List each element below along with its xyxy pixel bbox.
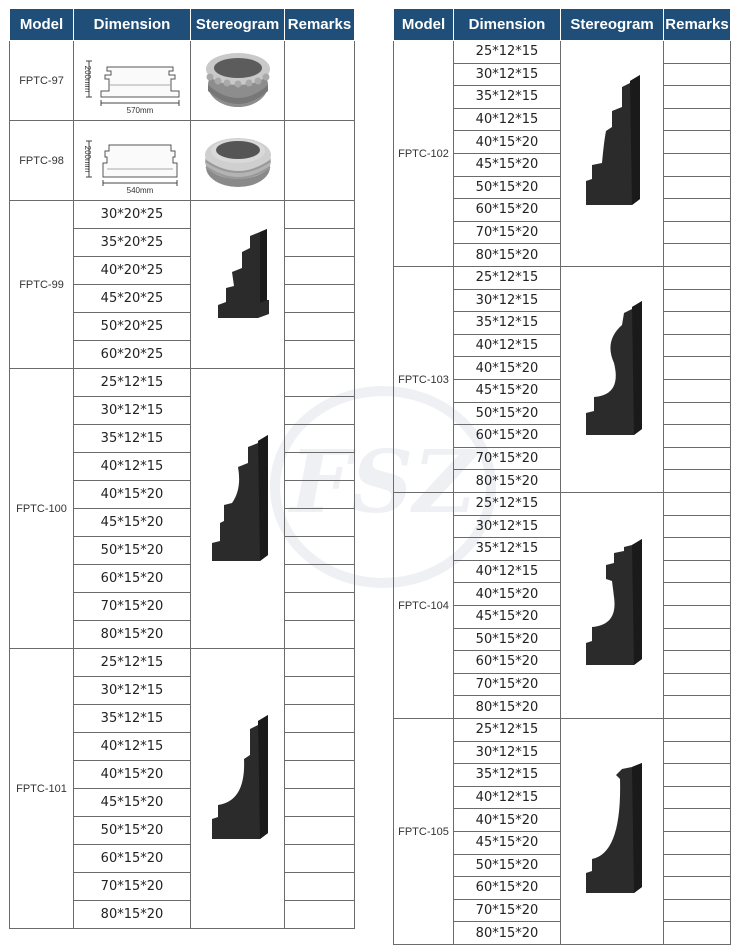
dimension-cell: 80*15*20 [74,621,191,649]
svg-text:200mm: 200mm [82,145,92,173]
remarks-cell [285,565,355,593]
remarks-cell [285,453,355,481]
dimension-cell: 35*12*15 [454,538,561,561]
dimension-cell: 45*15*20 [454,379,561,402]
dimension-cell: 40*15*20 [454,131,561,154]
dimension-cell: 70*15*20 [454,447,561,470]
svg-text:540mm: 540mm [126,186,153,195]
remarks-cell [285,873,355,901]
dimension-cell: 70*15*20 [74,593,191,621]
dimension-cell: 80*15*20 [454,696,561,719]
dimension-cell: 30*12*15 [454,289,561,312]
dimension-cell: 30*12*15 [454,515,561,538]
dimension-cell: 25*12*15 [454,719,561,742]
dimension-cell: 60*15*20 [454,651,561,674]
remarks-cell [664,628,731,651]
remarks-cell [285,313,355,341]
remarks-cell [285,845,355,873]
corbel-image [562,267,662,487]
remarks-cell [664,899,731,922]
model-cell: FPTC-99 [10,201,74,369]
capital-dimension-drawing [75,41,190,115]
remarks-cell [285,369,355,397]
corbel-image [192,202,284,362]
remarks-cell [285,257,355,285]
left-product-table [9,8,355,929]
dimension-cell: 80*15*20 [454,244,561,267]
table-row [10,41,355,121]
remarks-cell [664,402,731,425]
stereogram-cell [191,649,285,929]
corbel-image [562,493,662,713]
stereogram-cell [561,41,664,267]
dimension-cell: 60*15*20 [74,845,191,873]
table-row [394,267,731,290]
dimension-cell: 80*15*20 [454,470,561,493]
dimension-cell: 40*12*15 [454,108,561,131]
table-row [10,121,355,201]
table-row [394,493,731,516]
svg-text:200mm: 200mm [82,65,92,93]
model-cell: FPTC-97 [10,41,74,121]
dimension-cell: 50*15*20 [74,817,191,845]
corbel-image [192,651,284,921]
corbel-image [562,41,662,261]
remarks-cell [664,493,731,516]
header-remarks: Remarks [285,9,355,41]
header-stereogram: Stereogram [561,9,664,41]
remarks-cell [285,341,355,369]
stereogram-cell [191,121,285,201]
remarks-cell [664,312,731,335]
remarks-cell [664,515,731,538]
remarks-cell [664,199,731,222]
remarks-cell [664,696,731,719]
remarks-cell [285,593,355,621]
remarks-cell [664,221,731,244]
stereogram-cell [191,41,285,121]
table-row [394,41,731,64]
dimension-cell: 50*20*25 [74,313,191,341]
dimension-cell: 45*15*20 [74,789,191,817]
remarks-cell [285,761,355,789]
header-dimension: Dimension [454,9,561,41]
dimension-cell: 30*20*25 [74,201,191,229]
remarks-cell [285,425,355,453]
dimension-cell: 45*20*25 [74,285,191,313]
table-row [394,719,731,742]
remarks-cell [664,538,731,561]
model-cell: FPTC-104 [394,493,454,719]
dimension-cell: 35*12*15 [454,312,561,335]
remarks-cell [664,809,731,832]
dimension-cell: 35*12*15 [74,425,191,453]
remarks-cell [285,509,355,537]
dimension-cell: 45*15*20 [454,605,561,628]
remarks-cell [664,922,731,945]
stereogram-cell [191,201,285,369]
dimension-cell: 30*12*15 [454,741,561,764]
remarks-cell [664,289,731,312]
dimension-cell: 50*15*20 [454,402,561,425]
dimension-cell: 35*12*15 [74,705,191,733]
remarks-cell [664,673,731,696]
remarks-cell [664,560,731,583]
model-cell: FPTC-102 [394,41,454,267]
dimension-cell: 40*15*20 [74,761,191,789]
remarks-cell [664,334,731,357]
model-cell: FPTC-98 [10,121,74,201]
remarks-cell [285,817,355,845]
remarks-cell [664,877,731,900]
remarks-cell [664,63,731,86]
dimension-cell: 40*15*20 [454,583,561,606]
dimension-cell: 50*15*20 [454,176,561,199]
dimension-cell: 30*12*15 [454,63,561,86]
remarks-cell [664,86,731,109]
dimension-cell: 40*15*20 [454,357,561,380]
right-product-table [393,8,731,945]
dimension-cell: 25*12*15 [74,369,191,397]
header-stereogram: Stereogram [191,9,285,41]
dimension-drawing-cell [74,121,191,201]
dimension-cell: 50*15*20 [74,537,191,565]
model-cell: FPTC-100 [10,369,74,649]
dimension-cell: 60*15*20 [454,877,561,900]
ring-capital-image [192,41,284,115]
corbel-image [562,719,662,939]
remarks-cell [285,789,355,817]
dimension-cell: 40*15*20 [74,481,191,509]
remarks-cell [285,285,355,313]
dimension-cell: 25*12*15 [454,493,561,516]
dimension-cell: 35*12*15 [454,86,561,109]
remarks-cell [664,131,731,154]
dimension-cell: 50*15*20 [454,854,561,877]
dimension-cell: 40*12*15 [74,733,191,761]
dimension-cell: 45*15*20 [454,153,561,176]
dimension-cell: 45*15*20 [454,831,561,854]
remarks-cell [664,741,731,764]
stereogram-cell [191,369,285,649]
dimension-cell: 60*20*25 [74,341,191,369]
remarks-cell [664,605,731,628]
dimension-cell: 25*12*15 [74,649,191,677]
remarks-cell [664,447,731,470]
remarks-cell [285,481,355,509]
svg-text:FSZ: FSZ [290,432,476,533]
dimension-cell: 40*12*15 [74,453,191,481]
remarks-cell [285,229,355,257]
dimension-cell: 80*15*20 [74,901,191,929]
model-cell: FPTC-101 [10,649,74,929]
remarks-cell [664,831,731,854]
header-model: Model [10,9,74,41]
remarks-cell [664,108,731,131]
remarks-cell [285,621,355,649]
dimension-drawing-cell [74,41,191,121]
dimension-cell: 60*15*20 [74,565,191,593]
remarks-cell [664,41,731,64]
remarks-cell [664,470,731,493]
dimension-cell: 50*15*20 [454,628,561,651]
dimension-cell: 30*12*15 [74,677,191,705]
remarks-cell [285,201,355,229]
remarks-cell [285,901,355,929]
remarks-cell [285,677,355,705]
dimension-cell: 45*15*20 [74,509,191,537]
dimension-cell: 40*15*20 [454,809,561,832]
table-row [10,369,355,397]
dimension-cell: 35*20*25 [74,229,191,257]
table-row [10,649,355,677]
ring-base-image [192,121,284,195]
remarks-cell [664,357,731,380]
dimension-cell: 70*15*20 [454,899,561,922]
dimension-cell: 70*15*20 [454,221,561,244]
remarks-cell [664,854,731,877]
remarks-cell [285,41,355,121]
dimension-cell: 40*12*15 [454,560,561,583]
remarks-cell [285,537,355,565]
corbel-image [192,371,284,641]
dimension-cell: 35*12*15 [454,764,561,787]
dimension-cell: 60*15*20 [454,425,561,448]
header-dimension: Dimension [74,9,191,41]
stereogram-cell [561,719,664,945]
remarks-cell [664,583,731,606]
dimension-cell: 70*15*20 [454,673,561,696]
header-remarks: Remarks [664,9,731,41]
remarks-cell [285,121,355,201]
remarks-cell [664,764,731,787]
dimension-cell: 25*12*15 [454,41,561,64]
stereogram-cell [561,493,664,719]
remarks-cell [664,425,731,448]
remarks-cell [285,705,355,733]
dimension-cell: 70*15*20 [74,873,191,901]
stereogram-cell [561,267,664,493]
remarks-cell [664,267,731,290]
base-dimension-drawing [75,121,190,195]
header-model: Model [394,9,454,41]
remarks-cell [664,786,731,809]
remarks-cell [664,719,731,742]
remarks-cell [664,651,731,674]
dimension-cell: 25*12*15 [454,267,561,290]
remarks-cell [664,244,731,267]
model-cell: FPTC-103 [394,267,454,493]
remarks-cell [285,397,355,425]
dimension-cell: 40*12*15 [454,786,561,809]
table-row [10,201,355,229]
dimension-cell: 40*20*25 [74,257,191,285]
remarks-cell [664,176,731,199]
remarks-cell [285,649,355,677]
remarks-cell [664,379,731,402]
dimension-cell: 40*12*15 [454,334,561,357]
svg-text:570mm: 570mm [126,106,153,115]
model-cell: FPTC-105 [394,719,454,945]
dimension-cell: 30*12*15 [74,397,191,425]
dimension-cell: 80*15*20 [454,922,561,945]
dimension-cell: 60*15*20 [454,199,561,222]
remarks-cell [285,733,355,761]
remarks-cell [664,153,731,176]
